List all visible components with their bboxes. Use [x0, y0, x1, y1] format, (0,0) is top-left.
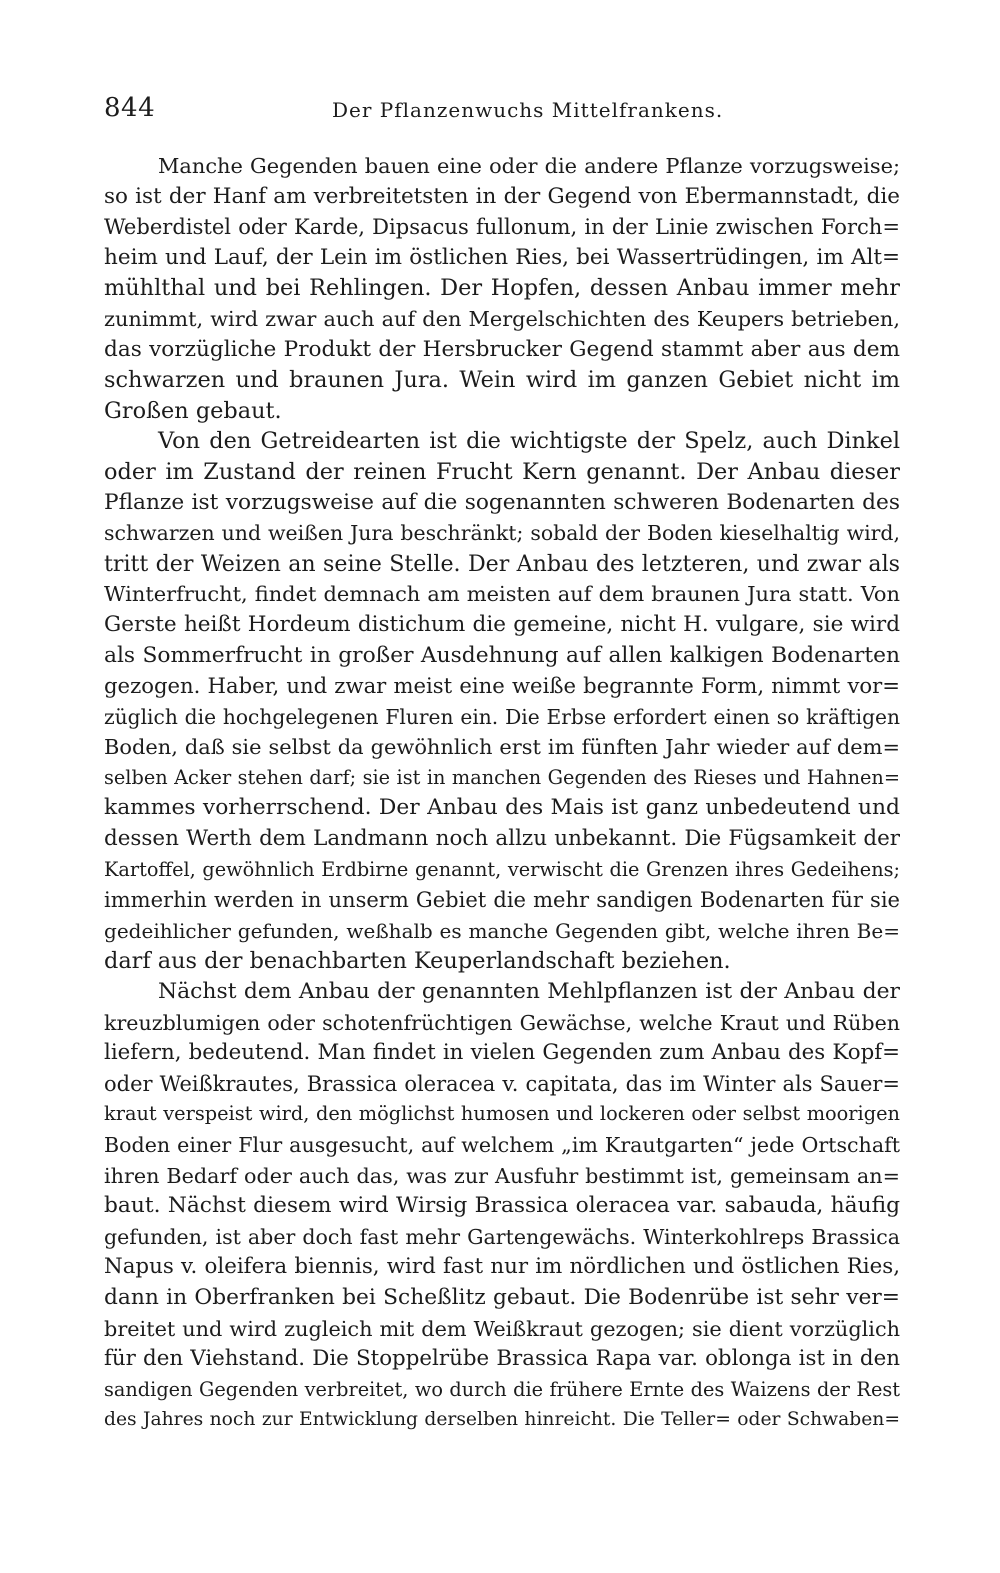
running-title: Der Pflanzenwuchs Mittelfrankens. [332, 98, 724, 122]
text-line: Gerste heißt Hordeum distichum die gemeine, nicht H. vulgare, sie wird [104, 611, 900, 637]
text-line: oder im Zustand der reinen Frucht Kern genannt. Der Anbau dieser [104, 458, 900, 485]
text-line: liefern, bedeutend. Man findet in vielen Gegenden zum Anbau des Kopf= [104, 1040, 900, 1066]
text-line: gefunden, ist aber doch fast mehr Gartengewächs. Winterkohlreps Brassica [104, 1224, 900, 1249]
text-line: gedeihlicher gefunden, weßhalb es manche Gegenden gibt, welche ihren Be= [104, 918, 900, 943]
body-text [104, 151, 900, 1436]
text-line: als Sommerfrucht in großer Ausdehnung auf allen kalkigen Bodenarten [104, 642, 900, 668]
text-line: immerhin werden in unserm Gebiet die mehr sandigen Bodenarten für sie [104, 887, 900, 913]
text-line: Boden einer Flur ausgesucht, auf welchem „im Krautgarten“ jede Ortschaft [104, 1133, 900, 1157]
text-line: kammes vorherrschend. Der Anbau des Mais ist ganz unbedeutend und [104, 795, 900, 821]
text-line: heim und Lauf, der Lein im östlichen Ries, bei Wassertrüdingen, im Alt= [104, 244, 900, 270]
text-line: dessen Werth dem Landmann noch allzu unbekannt. Die Fügsamkeit der [104, 826, 900, 852]
text-line: Boden, daß sie selbst da gewöhnlich erst im fünften Jahr wieder auf dem= [104, 735, 900, 760]
text-line: oder Weißkrautes, Brassica oleracea v. capitata, das im Winter als Sauer= [104, 1071, 900, 1096]
text-line: Winterfrucht, findet demnach am meisten auf dem braunen Jura statt. Von [104, 582, 900, 607]
text-line: kreuzblumigen oder schotenfrüchtigen Gewächse, welche Kraut und Rüben [104, 1010, 900, 1035]
text-line: für den Viehstand. Die Stoppelrübe Brassica Rapa var. oblonga ist in den [104, 1346, 900, 1372]
text-line: Weberdistel oder Karde, Dipsacus fullonum, in der Linie zwischen Forch= [104, 214, 900, 240]
text-line: Napus v. oleifera biennis, wird fast nur im nördlichen und östlichen Ries, [104, 1254, 900, 1280]
text-line: das vorzügliche Produkt der Hersbrucker Gegend stammt aber aus dem [104, 336, 900, 362]
page-number: 844 [104, 93, 156, 123]
page-header [104, 92, 900, 132]
text-line: des Jahres noch zur Entwicklung derselben hinreicht. Die Teller= oder Schwaben= [104, 1409, 900, 1431]
text-line: so ist der Hanf am verbreitetsten in der Gegend von Ebermannstadt, die [104, 183, 900, 209]
text-line: darf aus der benachbarten Keuperlandschaft beziehen. [104, 948, 731, 975]
text-line: Pflanze ist vorzugsweise auf die sogenannten schweren Bodenarten des [104, 489, 900, 515]
text-line: schwarzen und weißen Jura beschränkt; sobald der Boden kieselhaltig wird, [104, 521, 900, 546]
text-line: Großen gebaut. [104, 397, 282, 424]
text-line: zunimmt, wird zwar auch auf den Mergelschichten des Keupers betrieben, [104, 306, 900, 331]
text-line: dann in Oberfranken bei Scheßlitz gebaut. Die Bodenrübe ist sehr ver= [104, 1284, 900, 1310]
text-line: gezogen. Haber, und zwar meist eine weiße begrannte Form, nimmt vor= [104, 673, 900, 699]
text-line: mühlthal und bei Rehlingen. Der Hopfen, dessen Anbau immer mehr [104, 275, 900, 302]
text-line: Manche Gegenden bauen eine oder die andere Pflanze vorzugsweise; [158, 154, 900, 178]
text-line: selben Acker stehen darf; sie ist in manchen Gegenden des Rieses und Hahnen= [104, 765, 900, 789]
text-line: kraut verspeist wird, den möglichst humosen und lockeren oder selbst moorigen [104, 1102, 900, 1126]
text-line: ihren Bedarf oder auch das, was zur Ausfuhr bestimmt ist, gemeinsam an= [104, 1163, 900, 1188]
text-line: tritt der Weizen an seine Stelle. Der Anbau des letzteren, und zwar als [104, 550, 900, 577]
text-line: schwarzen und braunen Jura. Wein wird im ganzen Gebiet nicht im [104, 367, 900, 394]
text-line: sandigen Gegenden verbreitet, wo durch die frühere Ernte des Waizens der Rest [104, 1377, 900, 1401]
text-line: Kartoffel, gewöhnlich Erdbirne genannt, verwischt die Grenzen ihres Gedeihens; [104, 857, 900, 881]
text-line: breitet und wird zugleich mit dem Weißkraut gezogen; sie dient vorzüglich [104, 1316, 900, 1341]
text-line: baut. Nächst diesem wird Wirsig Brassica oleracea var. sabauda, häufig [104, 1193, 900, 1219]
text-line: züglich die hochgelegenen Fluren ein. Die Erbse erfordert einen so kräftigen [104, 704, 900, 729]
text-line: Von den Getreidearten ist die wichtigste der Spelz, auch Dinkel [158, 428, 900, 455]
text-line: Nächst dem Anbau der genannten Mehlpflanzen ist der Anbau der [158, 979, 900, 1005]
